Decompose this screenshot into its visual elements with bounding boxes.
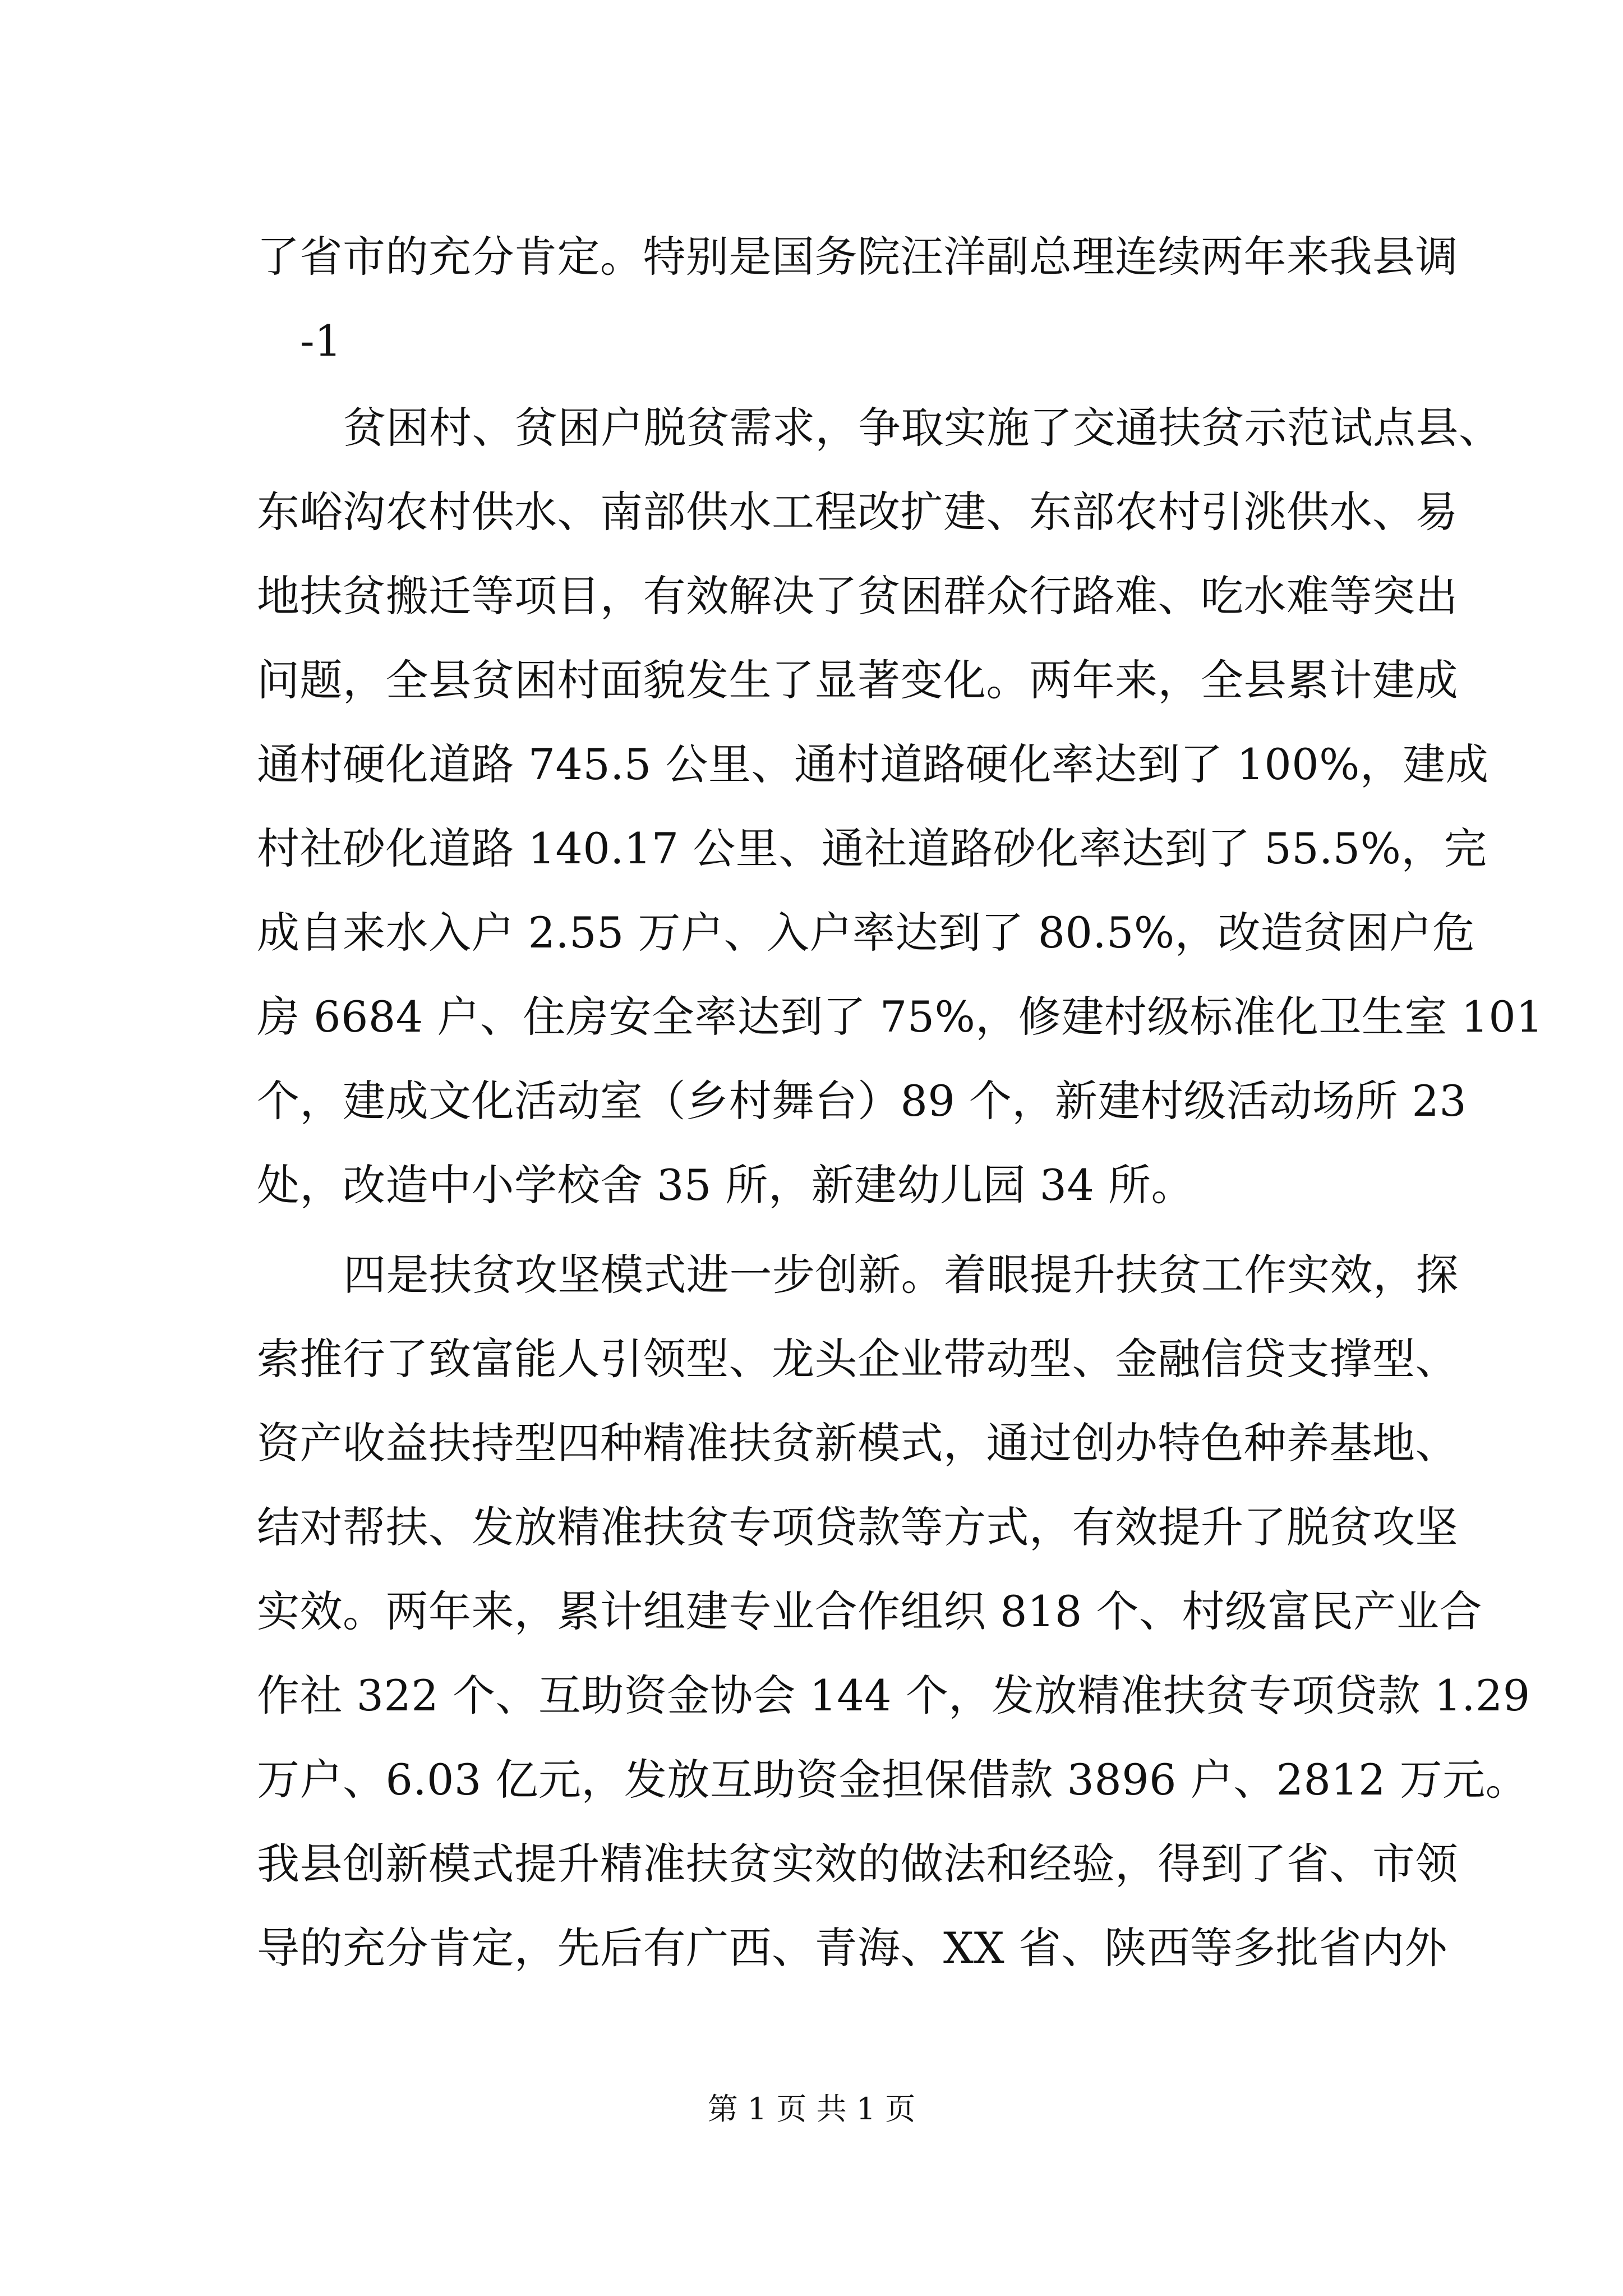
paragraph-1-line-4: 问题，全县贫困村面貌发生了显著变化。两年来，全县累计建成 xyxy=(257,655,1458,705)
paragraph-1-line-9: 个，建成文化活动室（乡村舞台）89 个，新建村级活动场所 23 xyxy=(257,1076,1467,1126)
page-marker: -1 xyxy=(300,316,342,366)
paragraph-2-line-1: 四是扶贫攻坚模式进一步创新。着眼提升扶贫工作实效，探 xyxy=(343,1250,1459,1300)
paragraph-1-line-10: 处，改造中小学校舍 35 所，新建幼儿园 34 所。 xyxy=(257,1160,1195,1210)
paragraph-2-line-9: 导的充分肯定，先后有广西、青海、XX 省、陕西等多批省内外 xyxy=(257,1923,1447,1973)
paragraph-1-line-6: 村社砂化道路 140.17 公里、通社道路砂化率达到了 55.5%，完 xyxy=(257,823,1487,873)
text-line-1: 了省市的充分肯定。特别是国务院汪洋副总理连续两年来我县调 xyxy=(257,232,1458,282)
page-footer: 第 1 页 共 1 页 xyxy=(707,2091,916,2127)
paragraph-2-line-8: 我县创新模式提升精准扶贫实效的做法和经验，得到了省、市领 xyxy=(257,1839,1458,1889)
paragraph-2-line-5: 实效。两年来，累计组建专业合作组织 818 个、村级富民产业合 xyxy=(257,1586,1482,1636)
paragraph-1-line-2: 东峪沟农村供水、南部供水工程改扩建、东部农村引洮供水、易 xyxy=(257,487,1458,537)
paragraph-2-line-7: 万户、6.03 亿元，发放互助资金担保借款 3896 户、2812 万元。 xyxy=(257,1755,1529,1805)
paragraph-1-line-5: 通村硬化道路 745.5 公里、通村道路硬化率达到了 100%，建成 xyxy=(257,739,1489,789)
paragraph-1-line-7: 成自来水入户 2.55 万户、入户率达到了 80.5%，改造贫困户危 xyxy=(257,908,1476,958)
paragraph-2-line-6: 作社 322 个、互助资金协会 144 个，发放精准扶贫专项贷款 1.29 xyxy=(257,1671,1530,1720)
paragraph-1-line-3: 地扶贫搬迁等项目，有效解决了贫困群众行路难、吃水难等突出 xyxy=(257,571,1458,621)
paragraph-2-line-4: 结对帮扶、发放精准扶贫专项贷款等方式，有效提升了脱贫攻坚 xyxy=(257,1502,1458,1552)
paragraph-2-line-2: 索推行了致富能人引领型、龙头企业带动型、金融信贷支撑型、 xyxy=(257,1334,1458,1384)
paragraph-1-line-1: 贫困村、贫困户脱贫需求，争取实施了交通扶贫示范试点县、 xyxy=(343,403,1502,453)
paragraph-1-line-8: 房 6684 户、住房安全率达到了 75%，修建村级标准化卫生室 101 xyxy=(257,992,1544,1042)
paragraph-2-line-3: 资产收益扶持型四种精准扶贫新模式，通过创办特色种养基地、 xyxy=(257,1418,1458,1468)
